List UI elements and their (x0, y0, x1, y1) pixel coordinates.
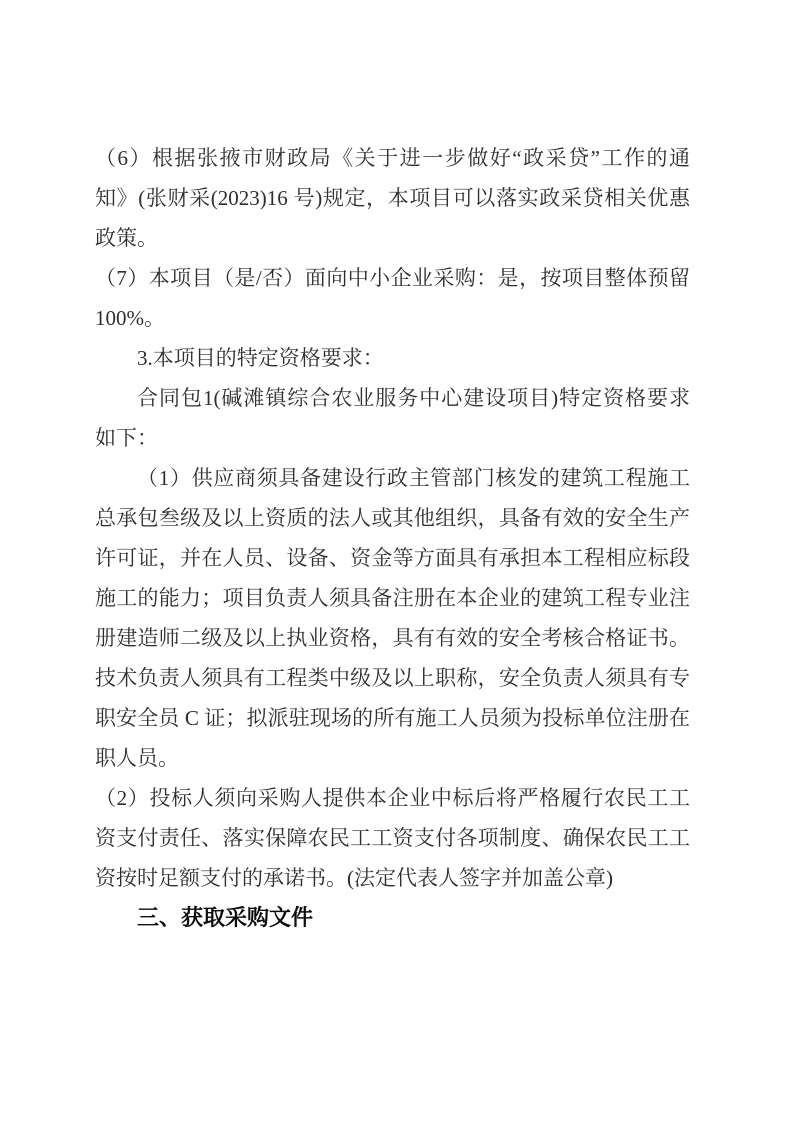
document-line: 100%。 (95, 306, 165, 330)
document-line: （6）根据张掖市财政局《关于进一步做好“政采贷”工作的通 (95, 146, 690, 170)
document-line: 资按时足额支付的承诺书。(法定代表人签字并加盖公章) (95, 866, 613, 890)
document-line: 总承包叁级及以上资质的法人或其他组织，具备有效的安全生产 (95, 506, 690, 530)
document-line: 技术负责人须具有工程类中级及以上职称，安全负责人须具有专 (95, 666, 690, 690)
document-line: 许可证，并在人员、设备、资金等方面具有承担本工程相应标段 (95, 546, 690, 570)
document-line: 资支付责任、落实保障农民工工资支付各项制度、确保农民工工 (95, 826, 690, 850)
document-line: 职人员。 (95, 746, 179, 770)
section-heading: 三、获取采购文件 (137, 905, 314, 930)
document-line: 册建造师二级及以上执业资格，具有有效的安全考核合格证书。 (95, 626, 690, 650)
document-line: 3.本项目的特定资格要求： (137, 346, 384, 370)
document-line: 知》(张财采(2023)16 号)规定，本项目可以落实政采贷相关优惠 (95, 186, 690, 210)
document-line: 职安全员 C 证；拟派驻现场的所有施工人员须为投标单位注册在 (95, 706, 690, 730)
document-line: 合同包1(碱滩镇综合农业服务中心建设项目)特定资格要求 (137, 386, 690, 410)
document-line: 施工的能力；项目负责人须具备注册在本企业的建筑工程专业注 (95, 586, 690, 610)
document-line: 政策。 (95, 226, 158, 250)
document-line: 如下： (95, 426, 158, 450)
document-line: （7）本项目（是/否）面向中小企业采购：是，按项目整体预留 (95, 266, 690, 290)
document-content (95, 138, 690, 938)
document-line: （1）供应商须具备建设行政主管部门核发的建筑工程施工 (137, 466, 690, 490)
document-line: （2）投标人须向采购人提供本企业中标后将严格履行农民工工 (95, 786, 690, 810)
